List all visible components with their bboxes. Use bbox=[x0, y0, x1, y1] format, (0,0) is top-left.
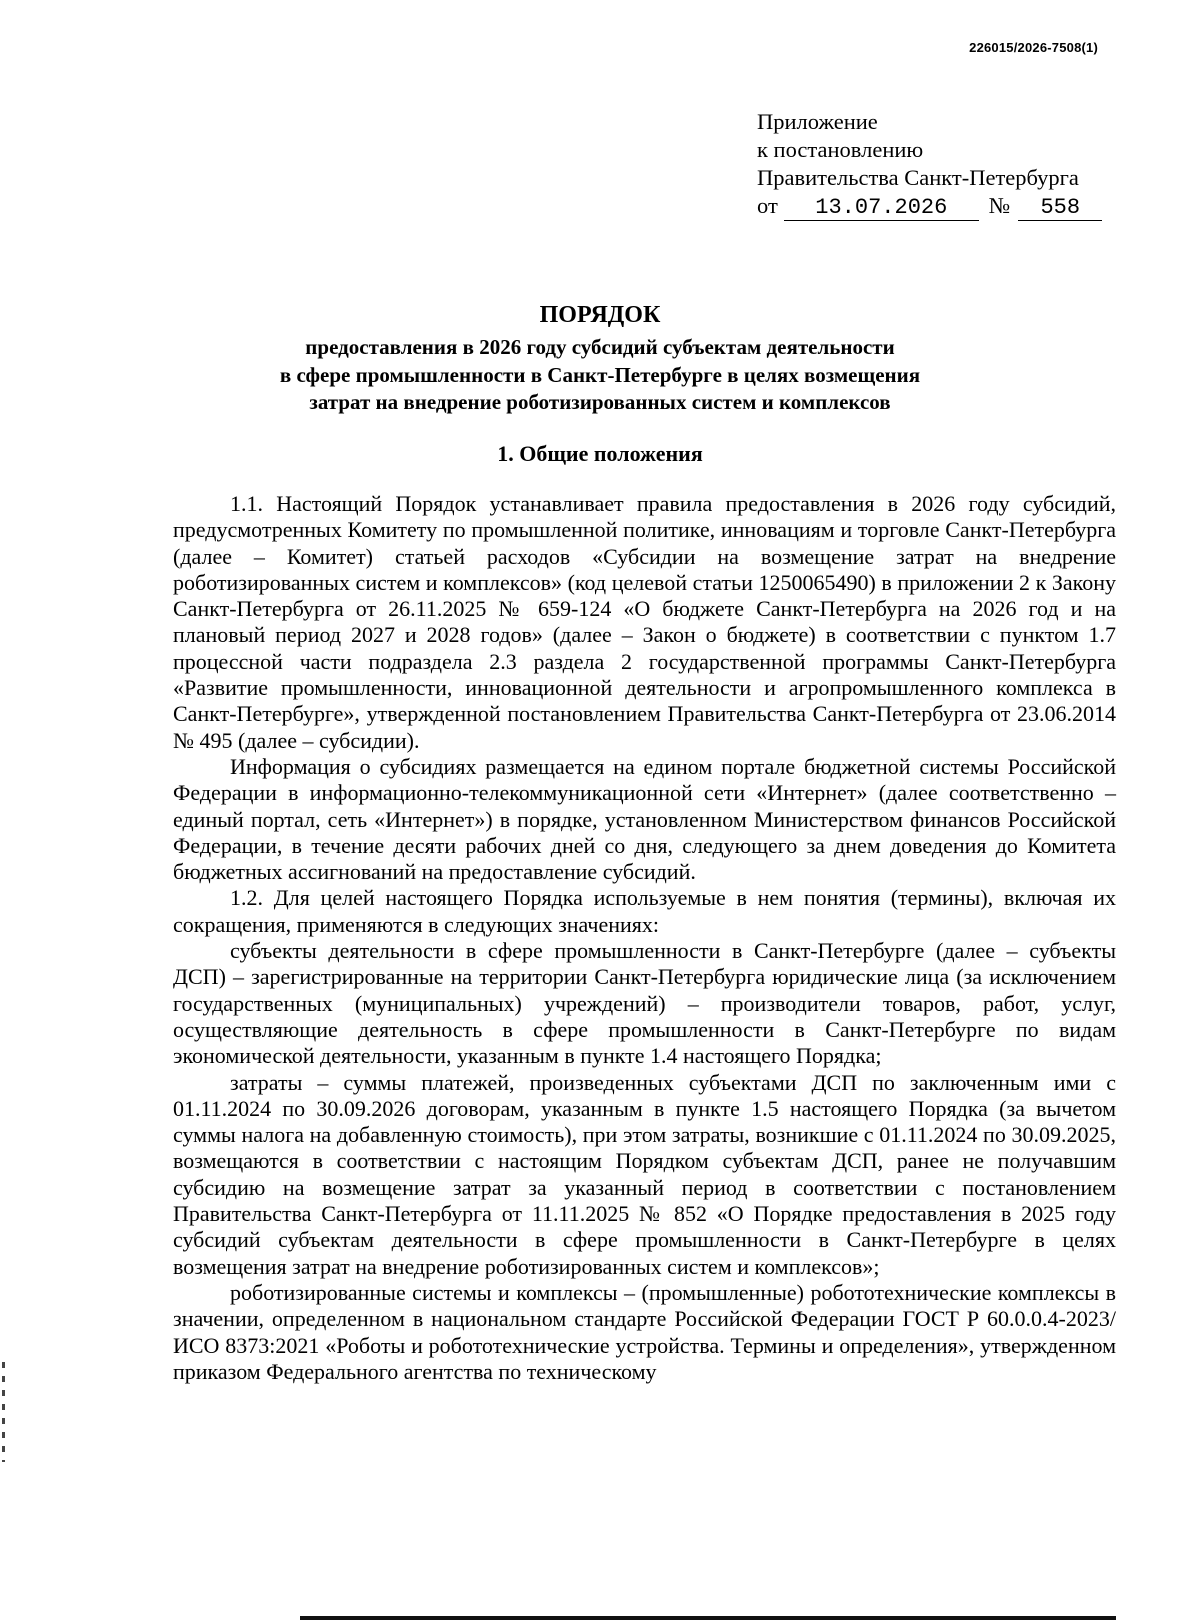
title-line-2: в сфере промышленности в Санкт-Петербурге в целях возмещения bbox=[279, 362, 921, 387]
document-body bbox=[173, 491, 1116, 1385]
paragraph: затраты – суммы платежей, произведенных субъектами ДСП по заключенным ими с 01.11.2024 по 30.09.2026 договорам, указанным в пункте 1.5 настоящего Порядка (за вычетом суммы налога на добавленную стоимость), при этом затраты, возникшие с 01.11.2024 по 30.09.2025, возмещаются в соответствии с настоящим Порядком субъектам ДСП, ранее не получавшим субсидию на возмещение затрат за указанный период в соответствии с постановлением Правительства Санкт-Петербурга от 11.11.2025 № 852 «О Порядке предоставления в 2025 году субсидий субъектам деятельности в сфере промышленности в Санкт-Петербурге в целях возмещения затрат на внедрение роботизированных систем и комплексов»; bbox=[173, 1069, 1116, 1279]
title-line-1: предоставления в 2026 году субсидий субъектам деятельности bbox=[305, 335, 895, 359]
number-label: № bbox=[988, 193, 1011, 218]
page-bottom-rule bbox=[300, 1616, 1116, 1620]
document-number: 226015/2026-7508(1) bbox=[969, 40, 1098, 55]
appendix-line-1: Приложение bbox=[757, 109, 878, 134]
paragraph: Информация о субсидиях размещается на едином портале бюджетной системы Российской Федерации в информационно-телекоммуникационной сети «Интернет» (далее соответственно – единый портал, сеть «Интернет») в порядке, установленном Министерством финансов Российской Федерации, в течение десяти рабочих дней со дня, следующего за днем доведения до Комитета бюджетных ассигнований на предоставление субсидий. bbox=[173, 753, 1116, 885]
scan-edge-mark bbox=[2, 1362, 5, 1462]
resolution-number: 558 bbox=[1018, 196, 1102, 221]
title-subtitle bbox=[0, 334, 1200, 417]
title-line-3: затрат на внедрение роботизированных систем и комплексов bbox=[309, 390, 891, 414]
title-main: ПОРЯДОК bbox=[539, 302, 661, 328]
appendix-line-3: Правительства Санкт-Петербурга bbox=[757, 165, 1079, 190]
appendix-block bbox=[757, 108, 1102, 221]
paragraph: 1.2. Для целей настоящего Порядка используемые в нем понятия (термины), включая их сокращения, применяются в следующих значениях: bbox=[173, 885, 1116, 937]
section-heading: 1. Общие положения bbox=[497, 441, 703, 466]
paragraph: субъекты деятельности в сфере промышленности в Санкт-Петербурге (далее – субъекты ДСП) – зарегистрированные на территории Санкт-Петербурга юридические лица (за исключением государственных (муниципальных) учреждений) – производители товаров, работ, услуг, осуществляющие деятельность в сфере промышленности в Санкт-Петербурге по видам экономической деятельности, указанным в пункте 1.4 настоящего Порядка; bbox=[173, 938, 1116, 1069]
appendix-date-line bbox=[757, 192, 1102, 221]
paragraph: роботизированные системы и комплексы – (промышленные) робототехнические комплексы в значении, определенном в национальном стандарте Российской Федерации ГОСТ Р 60.0.0.4-2023/ИСО 8373:2021 «Роботы и робототехнические устройства. Термины и определения», утвержденном приказом Федерального агентства по техническому bbox=[173, 1279, 1116, 1384]
resolution-date: 13.07.2026 bbox=[784, 196, 979, 221]
document-title bbox=[0, 300, 1200, 417]
appendix-line-2: к постановлению bbox=[757, 137, 924, 162]
paragraph: 1.1. Настоящий Порядок устанавливает правила предоставления в 2026 году субсидий, предусмотренных Комитету по промышленной политике, инновациям и торговле Санкт-Петербурга (далее – Комитет) статьей расходов «Субсидии на возмещение затрат на внедрение роботизированных систем и комплексов» (код целевой статьи 1250065490) в приложении 2 к Закону Санкт-Петербурга от 26.11.2025 № 659-124 «О бюджете Санкт-Петербурга на 2026 год и на плановый период 2027 и 2028 годов» (далее – Закон о бюджете) в соответствии с пунктом 1.7 процессной части подраздела 2.3 раздела 2 государственной программы Санкт-Петербурга «Развитие промышленности, инновационной деятельности и агропромышленного комплекса в Санкт-Петербурге», утвержденной постановлением Правительства Санкт-Петербурга от 23.06.2014 № 495 (далее – субсидии). bbox=[173, 491, 1116, 753]
from-label: от bbox=[757, 193, 778, 218]
